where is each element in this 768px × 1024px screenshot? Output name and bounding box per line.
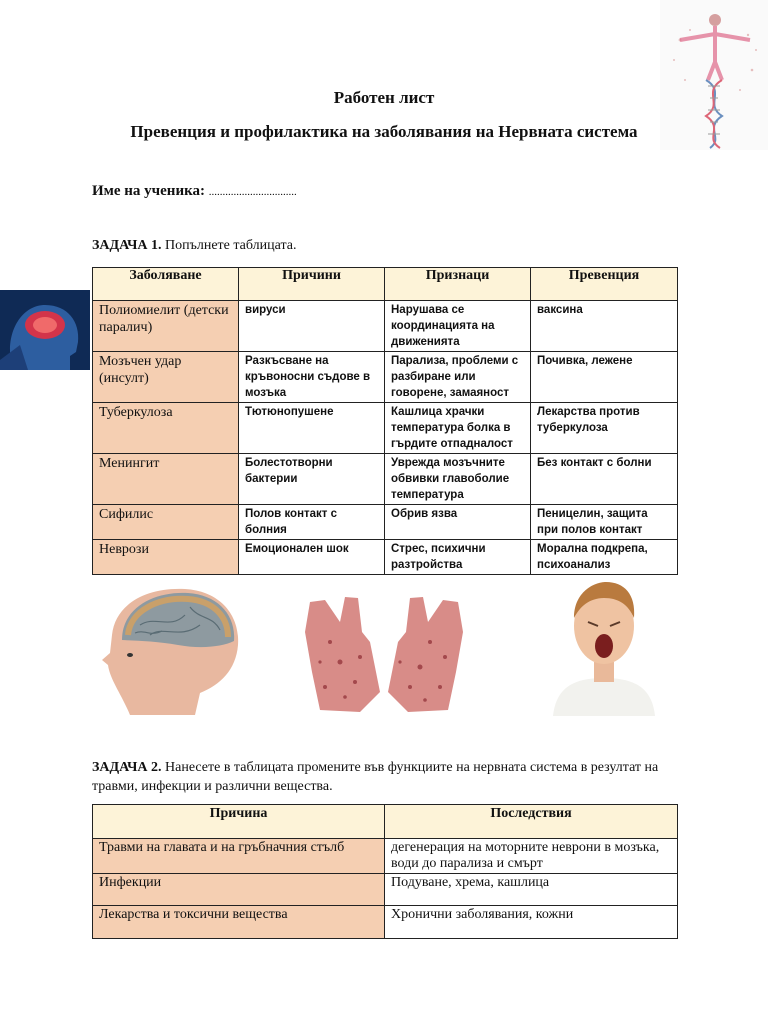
table-header-row [93,268,678,301]
table-row [93,352,678,403]
table-row [93,454,678,505]
table-row [93,906,678,939]
disease-cell: Неврози [93,540,239,575]
task1-text: Попълнете таблицата. [165,238,297,253]
prevention-cell: Лекарства против туберкулоза [531,403,678,454]
table-row [93,874,678,906]
causes-cell: Тютюнопушене [239,403,385,454]
screaming-child-image [548,578,660,716]
effect-cell: Хронични заболявания, кожни [385,906,678,939]
cause-cell: Травми на главата и на гръбначния стълб [93,839,385,874]
task2-label: ЗАДАЧА 2. [92,760,162,775]
prevention-cell: Пеницелин, защита при полов контакт [531,505,678,540]
prevention-cell: Морална подкрепа, психоанализ [531,540,678,575]
column-header: Заболяване [93,268,239,301]
column-header: Признаци [385,268,531,301]
prevention-cell: ваксина [531,301,678,352]
column-header: Превенция [531,268,678,301]
table-header-row [93,805,678,839]
student-name-dots: ................................ [208,186,297,198]
table-row [93,505,678,540]
page-title: Работен лист [333,88,435,107]
cause-cell: Лекарства и токсични вещества [93,906,385,939]
causes-cell: Полов контакт с болния [239,505,385,540]
causes-cell: вируси [239,301,385,352]
brain-head-image [100,585,245,720]
consequences-table [92,804,678,939]
table-row [93,301,678,352]
causes-cell: Разкъсване на кръвоносни съдове в мозъка [239,352,385,403]
table-row [93,403,678,454]
head-with-brain-image [0,290,90,370]
signs-cell: Нарушава се координацията на движенията [385,301,531,352]
task2-text: Нанесете в таблицата промените във функциите на нервната система в резултат на травми, инфекции и различни вещества. [92,760,659,794]
cause-cell: Инфекции [93,874,385,906]
task1-label: ЗАДАЧА 1. [92,238,162,253]
prevention-cell: Почивка, лежене [531,352,678,403]
signs-cell: Парализа, проблеми с разбиране или говорене, замаяност [385,352,531,403]
disease-cell: Полиомиелит (детски паралич) [93,301,239,352]
effect-cell: дегенерация на моторните неврони в мозъка, води до парализа и смърт [385,839,678,874]
effect-cell: Подуване, хрема, кашлица [385,874,678,906]
student-name-line [92,183,297,200]
prevention-cell: Без контакт с болни [531,454,678,505]
causes-cell: Болестотворни бактерии [239,454,385,505]
disease-cell: Туберкулоза [93,403,239,454]
page-subtitle: Превенция и профилактика на заболявания на Нервната система [130,122,638,141]
table-row [93,839,678,874]
rash-hands-image [300,592,468,714]
signs-cell: Уврежда мозъчните обвивки главоболие температура [385,454,531,505]
signs-cell: Кашлица храчки температура болка в гърдите отпадналост [385,403,531,454]
column-header: Причина [93,805,385,839]
causes-cell: Емоционален шок [239,540,385,575]
column-header: Последствия [385,805,678,839]
task2-heading [92,758,672,796]
signs-cell: Стрес, психични разтройства [385,540,531,575]
disease-cell: Сифилис [93,505,239,540]
column-header: Причини [239,268,385,301]
disease-cell: Мозъчен удар (инсулт) [93,352,239,403]
disease-cell: Менингит [93,454,239,505]
table-row [93,540,678,575]
task1-heading [92,238,296,254]
diseases-table [92,267,678,575]
student-name-label: Име на ученика: [92,183,205,199]
signs-cell: Обрив язва [385,505,531,540]
